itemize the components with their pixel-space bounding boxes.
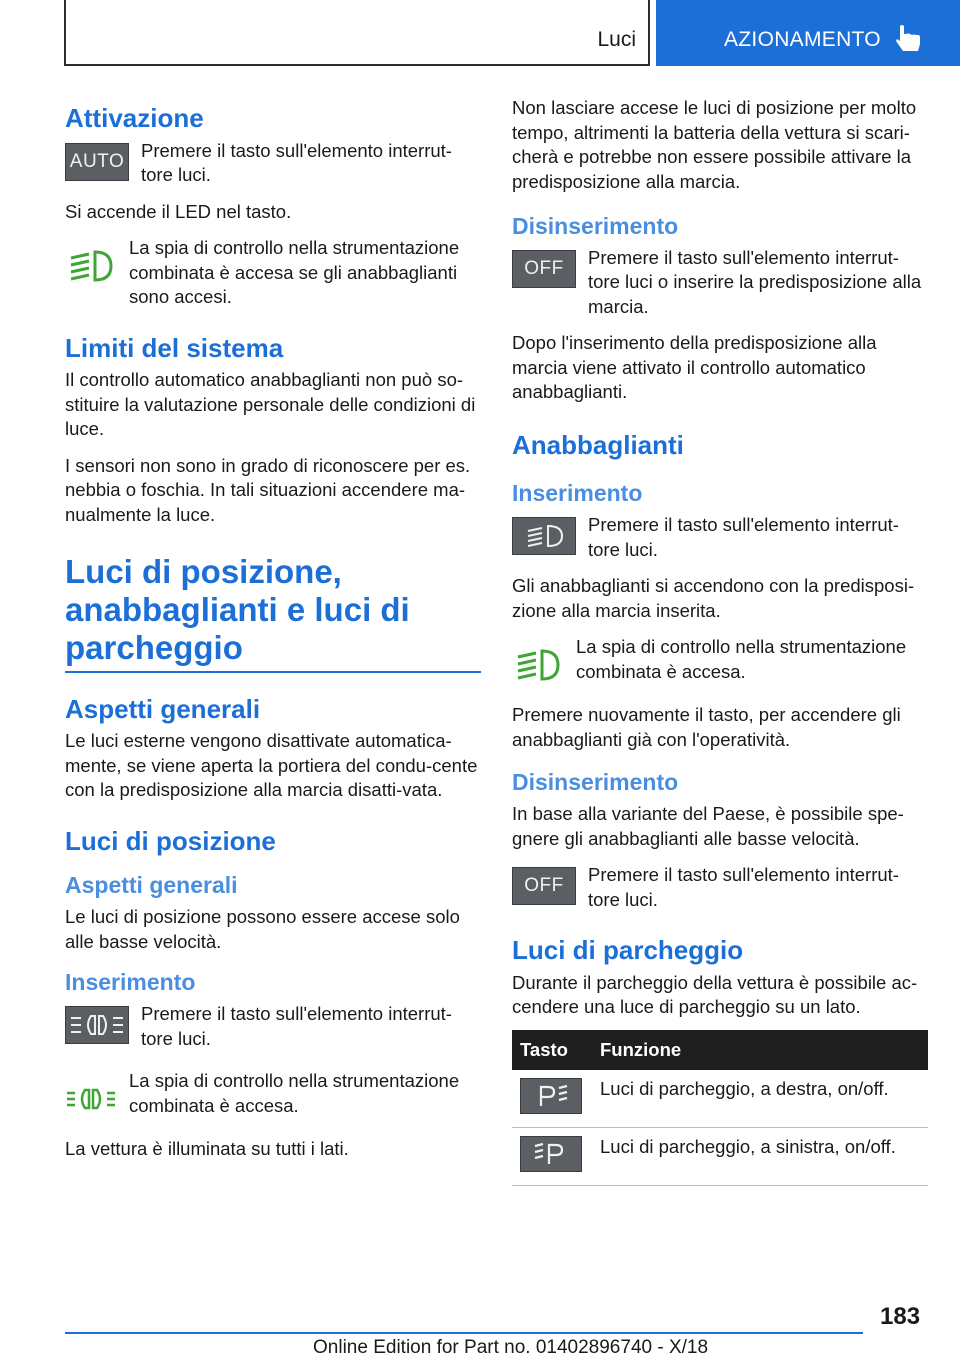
table-header-tasto: Tasto [512, 1030, 592, 1070]
anab-premere-text: Premere nuovamente il tasto, per accendere gli anabbaglianti già con l'operatività. [512, 704, 901, 750]
limiti-paragraph-1: Il controllo automatico anabbaglianti non può so-stituire la valutazione personale delle condizioni di luce. [65, 369, 476, 439]
parking-indicator-text: La spia di controllo nella strumentazione combinata è accesa. [129, 1070, 460, 1116]
lowbeam-indicator-icon [65, 240, 117, 292]
heading-pos-aspetti: Aspetti generali [65, 872, 238, 899]
heading-luci-posizione: Luci di posizione [65, 825, 276, 856]
parking-light-instruction [65, 1002, 481, 1051]
heading-attivazione: Attivazione [65, 103, 204, 133]
pos-aspetti-paragraph: Le luci di posizione possono essere accese solo alle basse velocità. [65, 906, 460, 952]
table-cell-funzione: Luci di parcheggio, a sinistra, on/off. [592, 1128, 928, 1186]
table-header-funzione: Funzione [592, 1030, 928, 1070]
lowbeam-button-icon [512, 517, 576, 555]
parking-light-indicator-icon [65, 1073, 117, 1125]
anab-indicator-row [512, 635, 928, 691]
illuminated-text: La vettura è illuminata su tutti i lati. [65, 1138, 349, 1160]
parking-light-table [512, 1030, 928, 1187]
table-cell-funzione: Luci di parcheggio, a destra, on/off. [592, 1070, 928, 1128]
main-title-line-1: Luci di posizione, [65, 553, 342, 590]
heading-anabbaglianti: Anabbaglianti [512, 429, 684, 460]
right-column [512, 96, 928, 1186]
pointing-hand-icon [894, 24, 924, 54]
heading-luci-parcheggio: Luci di parcheggio [512, 935, 744, 966]
main-title-line-3: parcheggio [65, 628, 243, 666]
led-text: Si accende il LED nel tasto. [65, 200, 292, 222]
header-section-box [64, 0, 650, 66]
parking-right-button-icon [520, 1078, 582, 1114]
heading-aspetti: Aspetti generali [65, 693, 261, 724]
limiti-paragraph-2: I sensori non sono in grado di riconoscere per es. nebbia o foschia. In tali situazioni accendere ma-nualmente la luce. [65, 454, 471, 525]
off-instruction [512, 246, 928, 320]
heading-anab-inserimento: Inserimento [512, 480, 643, 507]
anab-off-instruction-text: Premere il tasto sull'elemento interrut-tore luci. [588, 864, 899, 910]
auto-instruction-text: Premere il tasto sull'elemento interrut-tore luci. [141, 139, 452, 185]
parking-light-instruction-text: Premere il tasto sull'elemento interrut-tore luci. [141, 1003, 452, 1049]
off-button-icon-2: OFF [512, 867, 576, 905]
title-rule [65, 671, 481, 673]
auto-instruction [65, 139, 481, 188]
aspetti-paragraph: Le luci esterne vengono disattivate automatica-mente, se viene aperta la portiera del condu-cente con la predisposizione alla marcia disatti-vata. [65, 730, 478, 801]
anab-disins-text: In base alla variante del Paese, è possibile spe-gnere gli anabbaglianti alle basse velocità. [512, 803, 904, 849]
lowbeam-indicator-row [65, 236, 481, 310]
table-cell-tasto [512, 1070, 592, 1128]
table-row [512, 1070, 928, 1128]
anab-off-instruction [512, 863, 928, 912]
lowbeam-instruction-text: Premere il tasto sull'elemento interrut-tore luci. [588, 514, 899, 560]
table-row [512, 1128, 928, 1186]
page-number: 183 [880, 1303, 921, 1330]
table-cell-tasto [512, 1128, 592, 1186]
anab-accendono-text: Gli anabbaglianti si accendono con la predisposi-zione alla marcia inserita. [512, 575, 915, 621]
header-chapter-box [656, 0, 960, 66]
header-chapter-title: AZIONAMENTO [724, 28, 881, 51]
lowbeam-instruction [512, 513, 928, 562]
heading-disinserimento: Disinserimento [512, 213, 679, 239]
anab-indicator-text: La spia di controllo nella strumentazione combinata è accesa. [576, 636, 907, 682]
disinserimento-after-text: Dopo l'inserimento della predisposizione alla marcia viene attivato il controllo automatico anabbaglianti. [512, 332, 877, 403]
battery-warning-text: Non lasciare accese le luci di posizione per molto tempo, altrimenti la batteria della vettura si scari-cherà e potrebbe non essere possibile attivare la predisposizione alla marcia. [512, 97, 917, 192]
auto-button-icon: AUTO [65, 143, 129, 181]
main-title-line-2: anabbaglianti e luci di [65, 590, 410, 628]
heading-limiti: Limiti del sistema [65, 332, 284, 363]
footer-rule [65, 1332, 863, 1334]
left-column [65, 96, 481, 1174]
parking-light-button-icon [65, 1006, 129, 1044]
off-instruction-text: Premere il tasto sull'elemento interrut-tore luci o inserire la predisposizione alla marcia. [588, 246, 922, 317]
lowbeam-indicator-text: La spia di controllo nella strumentazione combinata è accesa se gli anabbaglianti sono accesi. [129, 237, 460, 307]
heading-pos-inserimento: Inserimento [65, 969, 196, 996]
parcheggio-paragraph: Durante il parcheggio della vettura è possibile ac-cendere una luce di parcheggio su un lato. [512, 971, 918, 1018]
parking-left-button-icon [520, 1136, 582, 1172]
main-title [65, 553, 481, 667]
off-button-icon: OFF [512, 250, 576, 288]
parking-indicator-row [65, 1069, 481, 1125]
table-header-row [512, 1030, 928, 1070]
footer-edition: Online Edition for Part no. 01402896740 - X/18 [313, 1337, 709, 1358]
lowbeam-indicator-icon-2 [512, 639, 564, 691]
heading-anab-disinserimento: Disinserimento [512, 769, 679, 796]
header-section-title: Luci [597, 28, 636, 51]
